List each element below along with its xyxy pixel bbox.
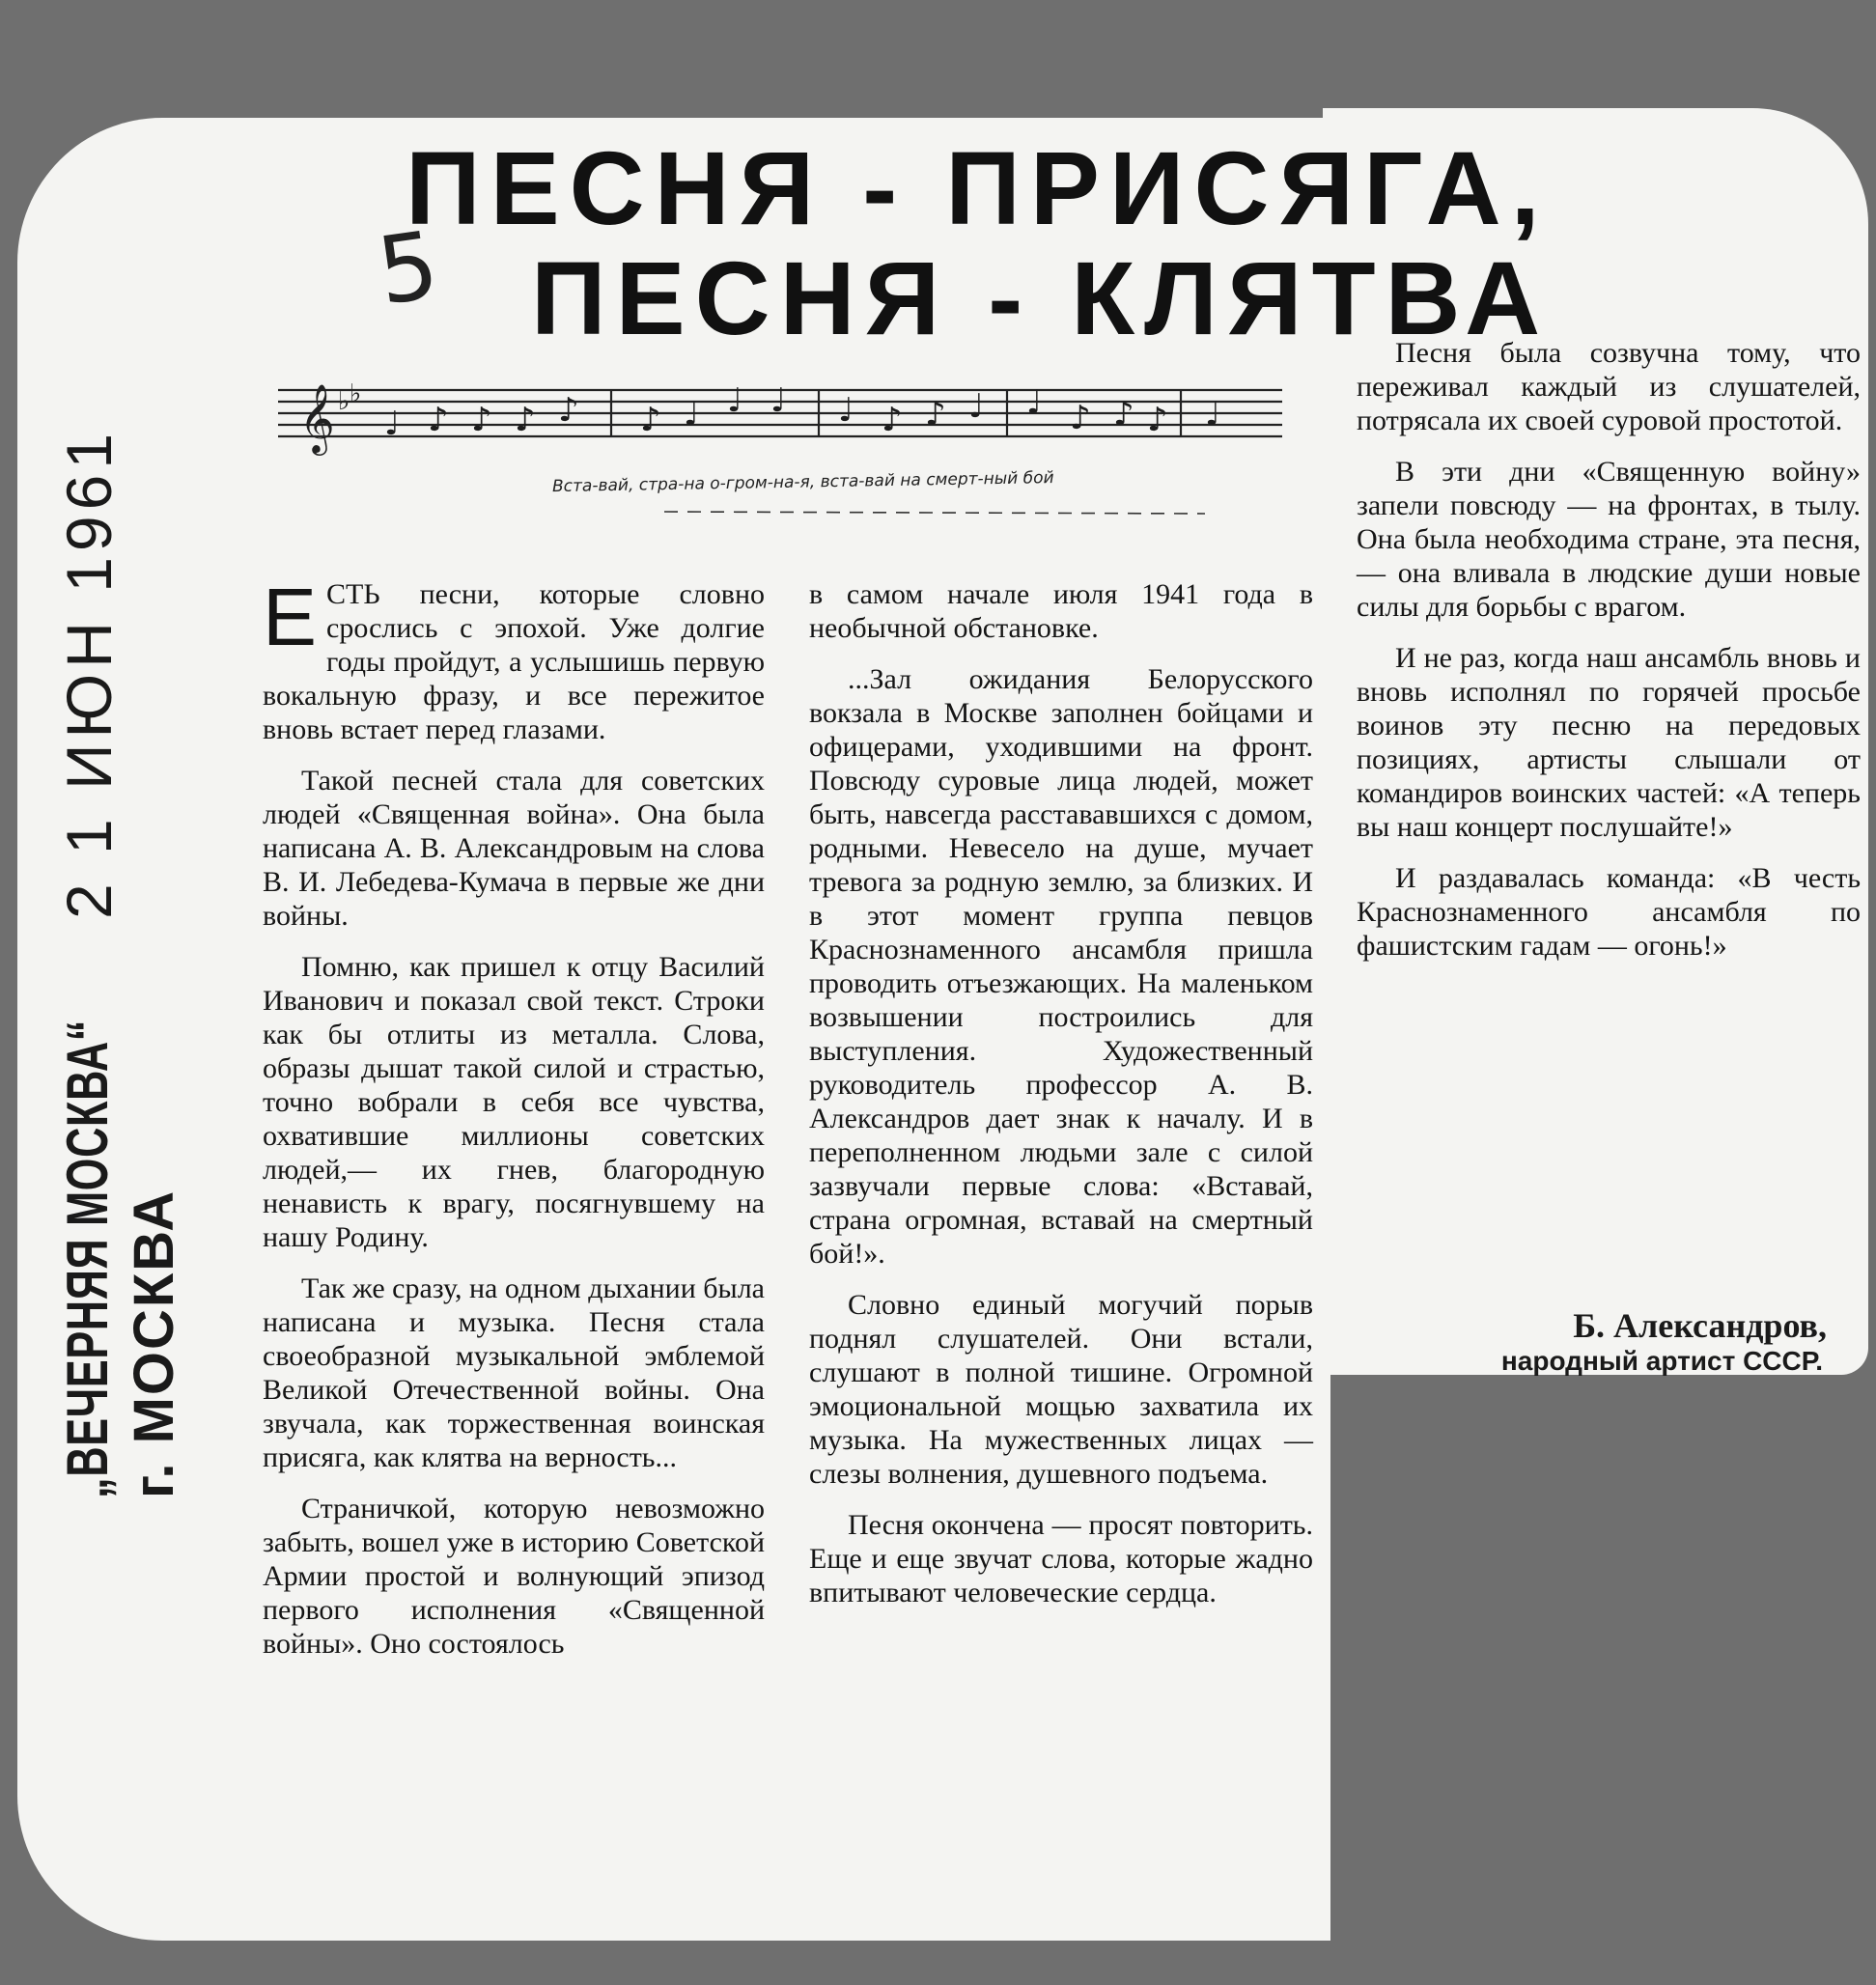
note-icon: ♪ [882, 401, 903, 439]
note-icon: ♩ [1205, 395, 1221, 433]
note-icon: ♪ [925, 395, 946, 433]
note-icon: ♩ [1026, 383, 1043, 422]
flat-icon: ♭ [338, 387, 350, 416]
paragraph: ...Зал ожидания Белорусского вокзала в Москве заполнен бойцами и офицерами, уходившими на фронт. Повсюду суровые лица людей, может быть, навсегда расстававшихся с домом, родными. Невесело на душе, мучает тревога за родную землю, за близких. И в этот момент группа певцов Краснознаменного ансамбля пришла проводить отъезжающих. На маленьком возвышении построились для выступления. Художественный руководитель профессор А. В. Александров дает знак к началу. И в переполненном людьми зале с силой зазвучали первые слова: «Вставай, страна огромная, вставай на смертный бой!». [809, 663, 1313, 1270]
treble-clef-icon: 𝄞 [299, 382, 335, 453]
song-lyrics: Вста-вай, стра-на о-гром-на-я, вста-вай на смерт-ный бой [551, 468, 1054, 497]
paragraph: И не раз, когда наш ансамбль вновь и вновь исполнял по горячей просьбе воинов эту песню на передовых позициях, артисты слышали от командиров воинских частей: «А теперь вы наш концерт послушайте!» [1357, 642, 1861, 843]
paragraph: И раздавалась команда: «В честь Краснознаменного ансамбля по фашистским гадам — огонь!» [1357, 862, 1861, 962]
paragraph: Такой песней стала для советских людей «Священная война». Она была написана А. В. Александровым на слова В. И. Лебедева-Кумача в первые же дни войны. [263, 765, 765, 932]
note-icon: ♩ [384, 405, 401, 443]
note-icon: ♪ [1070, 399, 1091, 437]
title-line-1: ПЕСНЯ - ПРИСЯГА, [406, 129, 1550, 246]
publication-city: г. МОСКВА [123, 1188, 185, 1498]
flat-icon: ♭ [350, 379, 362, 408]
note-icon: ♪ [471, 401, 492, 439]
article-column-3 [1357, 336, 1861, 980]
paragraph: Страничкой, которую невозможно забыть, вошел уже в историю Советской Армии простой и волнующий эпизод первого исполнения «Священной войны». Оно состоялось [263, 1493, 765, 1660]
paragraph: В эти дни «Священную войну» запели повсюду — на фронтах, в тылу. Она была необходима стране, эта песня, — она вливала в людские души новые силы для борьбы с врагом. [1357, 456, 1861, 623]
article-title [406, 129, 1699, 356]
newspaper-name: „ВЕЧЕРНЯЯ МОСКВА“ [55, 1019, 120, 1498]
music-staff [278, 375, 1282, 529]
note-icon: ♪ [428, 401, 449, 439]
drop-cap: Е [263, 572, 318, 662]
note-icon: ♩ [968, 387, 985, 426]
paragraph: Словно единый могучий порыв поднял слушателей. Они встали, слушают в полной тишине. Огромной эмоциональной мощью захватила их музыка. На мужественных лицах — слезы волнения, душевного подъема. [809, 1289, 1313, 1490]
handwritten-page-number: 5 [371, 210, 445, 326]
newspaper-masthead [53, 427, 185, 1498]
paragraph: Так же сразу, на одном дыхании была написана и музыка. Песня стала своеобразной музыкальной эмблемой Великой Отечественной войны. Она звучала, как торжественная воинская присяга, как клятва на верность... [263, 1272, 765, 1473]
author-name: Б. Александров, [1573, 1306, 1827, 1345]
paragraph: Песня была созвучна тому, что переживал каждый из слушателей, потрясала их своей суровой простотой. [1357, 337, 1861, 436]
author-title: народный артист СССР. [1500, 1346, 1823, 1376]
paragraph: Песня окончена — просят повторить. Еще и еще звучат слова, которые жадно впитывают человеческие сердца. [809, 1509, 1313, 1608]
note-icon: ♩ [684, 395, 700, 433]
paragraph: Помню, как пришел к отцу Василий Иванович и показал свой текст. Строки как бы отлиты из металла. Слова, образы дышат такой силой и страстью, точно вобрали в себя все чувства, охватившие миллионы советских людей,— их гнев, благородную ненависть к врагу, посягнувшему на нашу Родину. [263, 951, 765, 1253]
article-column-2 [809, 577, 1313, 1627]
note-icon: ♪ [515, 401, 536, 439]
note-icon: ♩ [770, 381, 787, 420]
publication-date: 2 1 ИЮН 1961 [53, 427, 125, 919]
paragraph: ЕСТЬ песни, которые словно срослись с эпохой. Уже долгие годы пройдут, а услышишь первую вокальную фразу, и все пережитое вновь встает перед глазами. [263, 572, 765, 745]
note-icon: ♩ [727, 381, 743, 420]
note-icon: ♪ [640, 401, 661, 439]
note-icon: ♩ [838, 391, 854, 430]
note-icon: ♪ [1147, 401, 1168, 439]
title-line-2: ПЕСНЯ - КЛЯТВА [531, 239, 1551, 356]
paragraph: в самом начале июля 1941 года в необычной обстановке. [809, 578, 1313, 644]
note-icon: ♪ [558, 391, 579, 430]
article-column-1 [263, 572, 765, 1678]
note-icon: ♪ [1113, 395, 1134, 433]
